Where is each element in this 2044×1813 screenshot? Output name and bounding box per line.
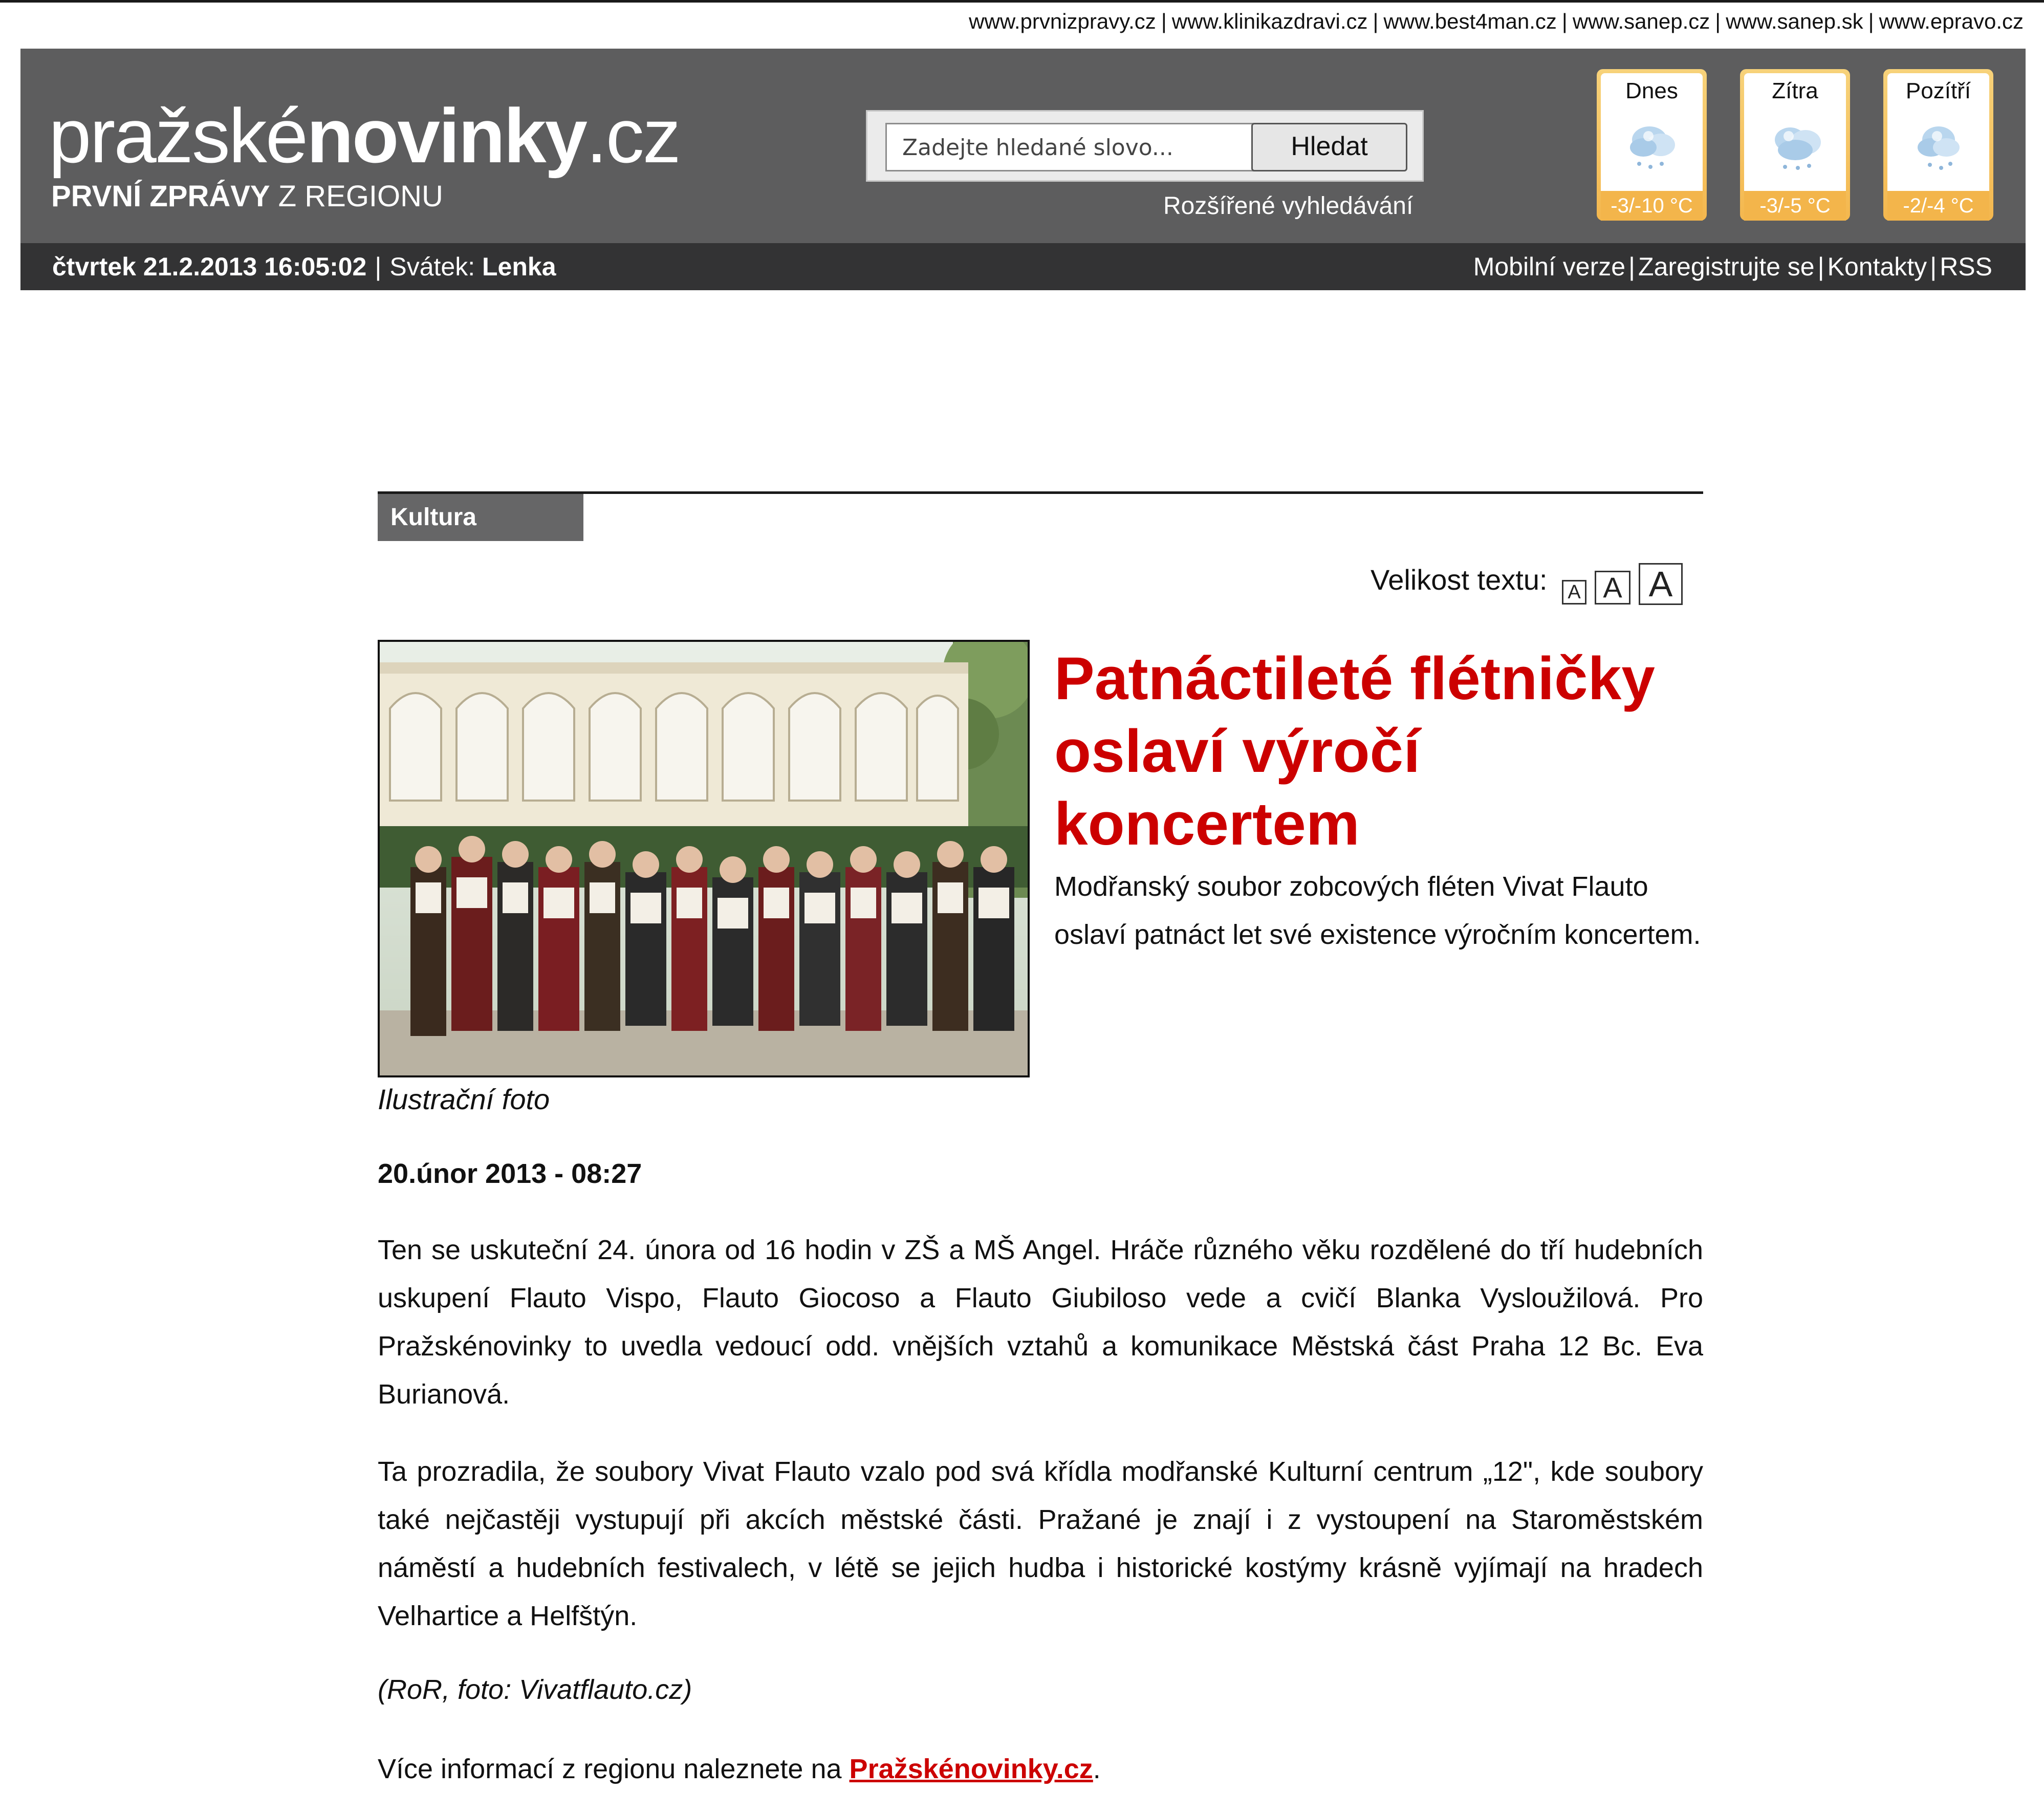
- mobile-version-link[interactable]: Mobilní verze: [1473, 252, 1626, 281]
- partner-link-epravo[interactable]: www.epravo.cz: [1879, 9, 2024, 33]
- site-header: [20, 49, 2026, 243]
- more-info-link[interactable]: Pražskénovinky.cz: [849, 1754, 1093, 1784]
- partner-link-sanep-sk[interactable]: www.sanep.sk: [1726, 9, 1863, 33]
- search-input[interactable]: Zadejte hledané slovo...: [885, 123, 1256, 171]
- snow-cloud-icon: [1624, 117, 1683, 176]
- text-size-label: Velikost textu:: [1371, 564, 1548, 596]
- photo-caption: Ilustrační foto: [378, 1083, 550, 1115]
- text-size-large-button[interactable]: A: [1639, 563, 1683, 605]
- contacts-link[interactable]: Kontakty: [1827, 252, 1927, 281]
- top-border: [0, 0, 2044, 3]
- ensemble-photo-image: [380, 642, 1028, 1075]
- snow-cloud-icon: [1910, 117, 1969, 176]
- partner-links: www.prvnizpravy.cz | www.klinikazdravi.cz | www.best4man.cz | www.sanep.cz | www.sanep.sk | www.epravo.cz: [969, 9, 2024, 33]
- weather-tomorrow: [1740, 69, 1850, 221]
- date-bar: čtvrtek 21.2.2013 16:05:02 | Svátek: Lenka Mobilní verze | Zaregistrujte se | Kontakty | RSS: [20, 243, 2026, 290]
- site-logo[interactable]: pražskénovinky.cz: [49, 93, 680, 179]
- article-headline: Patnáctileté flétničky oslaví výročí koncertem: [1054, 645, 1655, 858]
- advanced-search-link[interactable]: Rozšířené vyhledávání: [1163, 192, 1414, 220]
- weather-day: Pozítří: [1905, 78, 1971, 103]
- article-date: 20.únor 2013 - 08:27: [378, 1158, 642, 1189]
- rss-link[interactable]: RSS: [1940, 252, 1992, 281]
- article-credit: (RoR, foto: Vivatflauto.cz): [378, 1674, 692, 1705]
- weather-temp: -3/-5 °C: [1744, 191, 1846, 221]
- article-paragraph-2: Ta prozradila, že soubory Vivat Flauto vzalo pod svá křídla modřanské Kulturní centrum „12", kde soubory také nejčastěji vystupují při akcích městské části. Pražané je znají i z vystoupení na Staroměstském náměstí a hudebních festivalech, v létě se jejich hudba i historické kostýmy krásně vyjímají na hradech Velhartice a Helfštýn.: [378, 1456, 1703, 1631]
- text-size-small-button[interactable]: A: [1562, 580, 1586, 605]
- name-day-label: Svátek:: [389, 252, 475, 281]
- more-info: Více informací z regionu naleznete na Pražskénovinky.cz.: [378, 1754, 1101, 1784]
- partner-link-klinikazdravi[interactable]: www.klinikazdravi.cz: [1171, 9, 1368, 33]
- weather-day-after: [1883, 69, 1993, 221]
- snow-cloud-icon: [1767, 117, 1826, 176]
- partner-link-sanep-cz[interactable]: www.sanep.cz: [1572, 9, 1710, 33]
- weather-day: Zítra: [1772, 78, 1818, 103]
- article-photo: [378, 640, 1030, 1077]
- register-link[interactable]: Zaregistrujte se: [1638, 252, 1815, 281]
- current-datetime: čtvrtek 21.2.2013 16:05:02: [52, 252, 367, 281]
- site-tagline: PRVNÍ ZPRÁVY Z REGIONU: [51, 180, 443, 213]
- weather-temp: -3/-10 °C: [1601, 191, 1703, 221]
- text-size-medium-button[interactable]: A: [1595, 571, 1630, 605]
- search-button[interactable]: Hledat: [1251, 123, 1407, 171]
- name-day: Lenka: [482, 252, 556, 281]
- weather-today: [1597, 69, 1707, 221]
- search-box: [866, 110, 1424, 182]
- weather-temp: -2/-4 °C: [1887, 191, 1989, 221]
- article-perex: Modřanský soubor zobcových fléten Vivat Flauto oslaví patnáct let své existence výročním koncertem.: [1054, 871, 1701, 950]
- partner-link-best4man[interactable]: www.best4man.cz: [1383, 9, 1557, 33]
- text-size-control: [1371, 563, 1548, 596]
- partner-link-prvnizpravy[interactable]: www.prvnizpravy.cz: [969, 9, 1156, 33]
- section-tab-kultura[interactable]: Kultura: [378, 494, 583, 541]
- weather-day: Dnes: [1625, 78, 1678, 103]
- article-paragraph-1: Ten se uskuteční 24. února od 16 hodin v ZŠ a MŠ Angel. Hráče různého věku rozdělené do tří hudebních uskupení Flauto Vispo, Flauto Giocoso a Flauto Giubiloso vede a cvičí Blanka Vysloužilová. Pro Pražskénovinky to uvedla vedoucí odd. vnějších vztahů a komunikace Městská část Praha 12 Bc. Eva Burianová.: [378, 1235, 1703, 1410]
